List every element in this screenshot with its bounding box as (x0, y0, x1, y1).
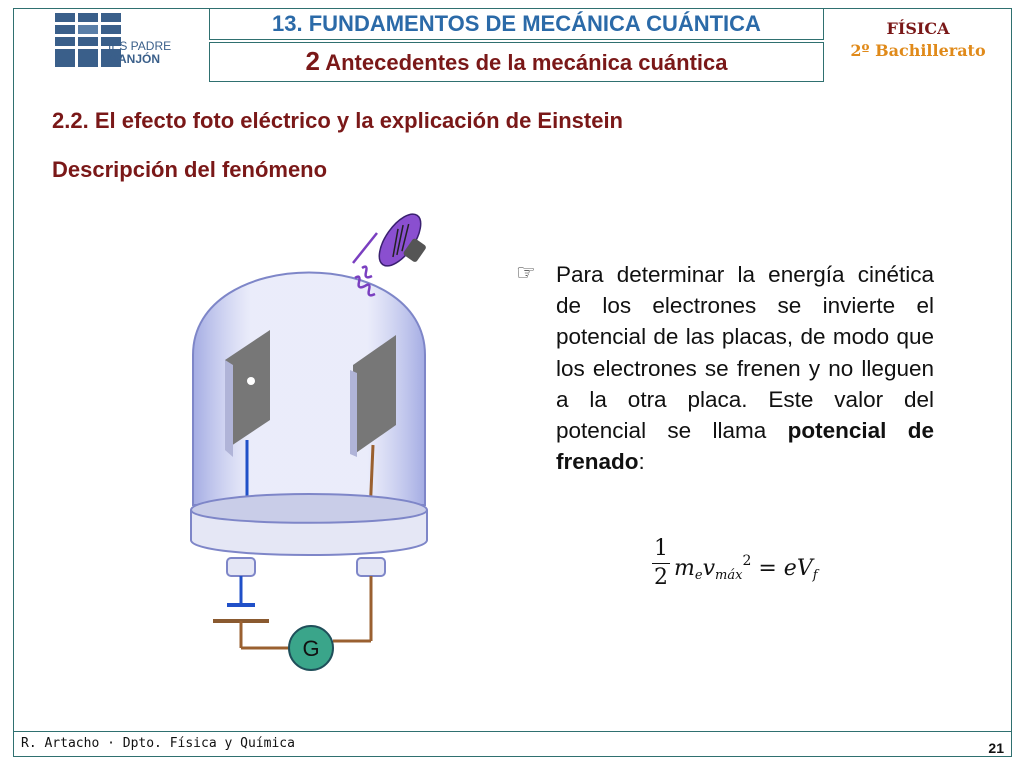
fraction-numerator: 1 (654, 536, 668, 561)
page-number: 21 (988, 740, 1004, 756)
paragraph-bold: potencial de frenado (556, 418, 934, 475)
footer-author: R. Artacho · Dpto. Física y Química (21, 736, 295, 751)
formula-mass: m (674, 556, 695, 581)
course-name: 2º Bachillerato (850, 41, 986, 60)
photoelectric-diagram (185, 205, 505, 685)
paragraph-text: Para determinar la energía cinética de los electrones se invierte el potencial de las placas, de modo que los electrones se frenen y no lleguen a la otra placa. Este valor del potencial se llama (556, 262, 934, 444)
logo-text (108, 40, 171, 66)
formula-rhs: eV (783, 556, 813, 581)
section-number: 2.2. (52, 108, 89, 133)
subsection-heading: Descripción del fenómeno (52, 157, 328, 182)
formula-expression (674, 553, 818, 583)
galvanometer-label: G (302, 636, 320, 661)
chapter-title-box (209, 42, 824, 82)
unit-title: 13. FUNDAMENTOS DE MECÁNICA CUÁNTICA (209, 8, 824, 40)
explanation-paragraph (556, 259, 934, 477)
subject-name: FÍSICA (886, 19, 950, 38)
chapter-number: 2 (305, 46, 320, 76)
formula-mass-sub: e (694, 568, 703, 583)
subject-block (828, 18, 1008, 62)
formula-equals: = (758, 556, 777, 581)
footer (13, 731, 1012, 757)
light-source (371, 207, 438, 279)
logo-line2: MANJÓN (108, 52, 161, 66)
section-title: El efecto foto eléctrico y la explicación de Einstein (94, 108, 623, 133)
chapter-title: Antecedentes de la mecánica cuántica (325, 50, 728, 75)
formula-velocity-sub: máx (715, 568, 743, 583)
formula-rhs-sub: f (812, 568, 818, 583)
stopping-potential-formula (650, 535, 850, 605)
formula-exponent: 2 (742, 553, 752, 569)
fraction (650, 535, 672, 592)
paragraph-colon: : (638, 449, 645, 475)
formula-velocity: v (702, 556, 716, 581)
section-heading (52, 108, 623, 134)
pointing-hand-icon: ☞ (516, 260, 536, 285)
title-box (209, 8, 826, 74)
logo-line1: IES PADRE (108, 39, 172, 53)
fraction-denominator: 2 (654, 565, 668, 590)
